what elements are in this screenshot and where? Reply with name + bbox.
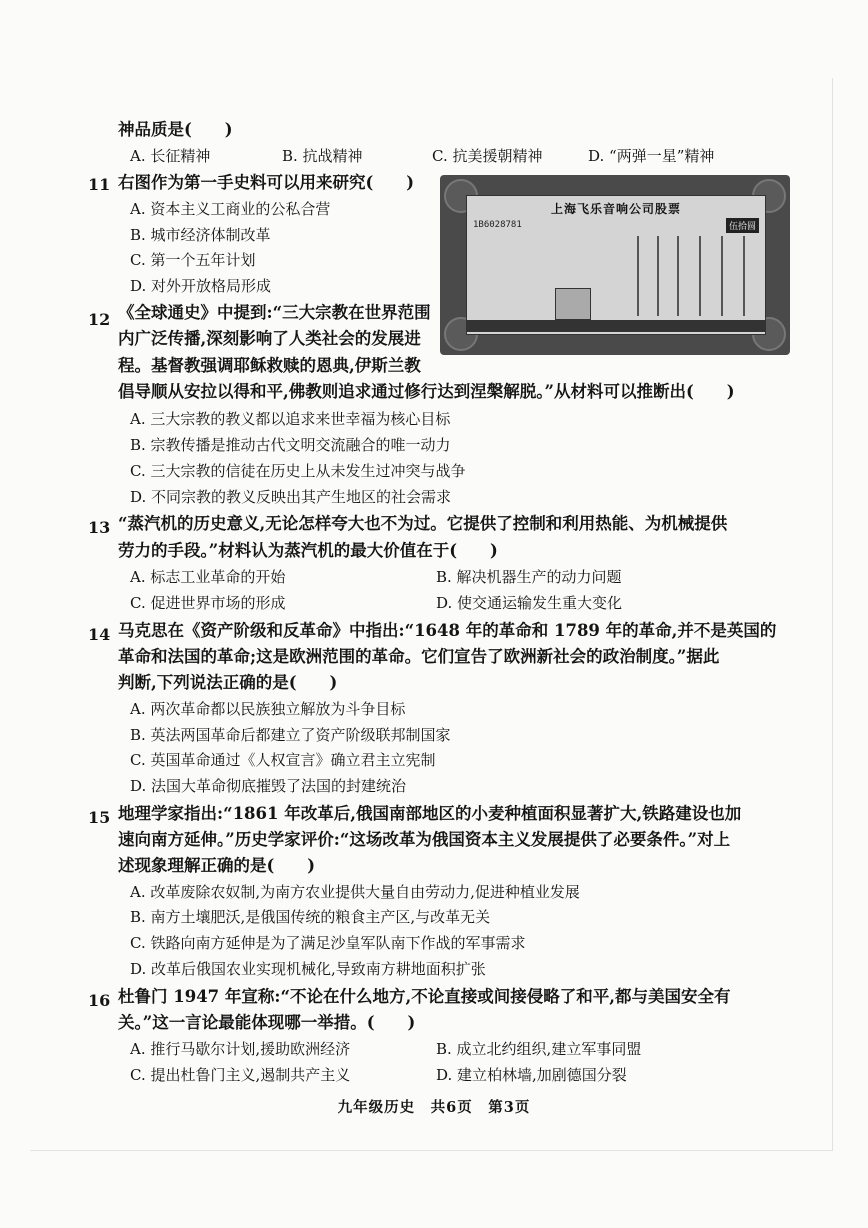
answer-option: A. 推行马歇尔计划,援助欧洲经济 [130, 1040, 351, 1058]
question-stem-line: 述现象理解正确的是( ) [118, 856, 316, 875]
answer-option: C. 促进世界市场的形成 [130, 594, 286, 612]
answer-option: B. 英法两国革命后都建立了资产阶级联邦制国家 [130, 726, 451, 744]
answer-option: C. 英国革命通过《人权宣言》确立君主立宪制 [130, 751, 436, 769]
certificate-text-column [657, 236, 659, 316]
answer-option: A. 标志工业革命的开始 [130, 568, 286, 586]
question-stem-line: 劳力的手段。”材料认为蒸汽机的最大价值在于( ) [118, 541, 498, 560]
certificate-body [466, 195, 766, 335]
question-stem-line: 神品质是( ) [118, 120, 233, 139]
certificate-serial: 1B6028781 [473, 220, 522, 230]
question-number: 12 [88, 310, 111, 329]
question-stem-line: 革命和法国的革命;这是欧洲范围的革命。它们宣告了欧洲新社会的政治制度。”据此 [118, 647, 720, 666]
answer-option: D. 对外开放格局形成 [130, 277, 272, 295]
question-stem-line: 程。基督教强调耶稣救赎的恩典,伊斯兰教 [118, 356, 421, 375]
answer-option: B. 解决机器生产的动力问题 [436, 568, 622, 586]
certificate-seal [555, 288, 591, 320]
question-stem-line: 关。”这一言论最能体现哪一举措。( ) [118, 1013, 416, 1032]
answer-option: D. 使交通运输发生重大变化 [436, 594, 623, 612]
certificate-title: 上海飞乐音响公司股票 [550, 202, 681, 216]
answer-option: C. 抗美援朝精神 [432, 147, 543, 165]
certificate-text-column [677, 236, 679, 316]
question-stem-line: 速向南方延伸。”历史学家评价:“这场改革为俄国资本主义发展提供了必要条件。”对上 [118, 830, 731, 849]
question-number: 16 [88, 991, 111, 1010]
answer-option: A. 改革废除农奴制,为南方农业提供大量自由劳动力,促进种植业发展 [130, 883, 580, 901]
question-stem-line: “蒸汽机的历史意义,无论怎样夸大也不为过。它提供了控制和利用热能、为机械提供 [118, 514, 728, 533]
answer-option: D. 法国大革命彻底摧毁了法国的封建统治 [130, 777, 407, 795]
answer-option: C. 第一个五年计划 [130, 251, 256, 269]
answer-option: A. 三大宗教的教义都以追求来世幸福为核心目标 [130, 410, 451, 428]
answer-option: C. 三大宗教的信徒在历史上从未发生过冲突与战争 [130, 462, 466, 480]
answer-option: D. “两弹一星”精神 [588, 147, 715, 165]
page-footer: 九年级历史 共6页 第3页 [337, 1099, 531, 1116]
question-number: 13 [88, 518, 111, 537]
answer-option: D. 不同宗教的教义反映出其产生地区的社会需求 [130, 488, 452, 506]
question-stem-line: 杜鲁门 1947 年宣称:“不论在什么地方,不论直接或间接侵略了和平,都与美国安全有 [118, 987, 731, 1006]
certificate-text-column [721, 236, 723, 316]
question-number: 15 [88, 808, 111, 827]
question-number: 14 [88, 625, 111, 644]
certificate-text-column [743, 236, 745, 316]
question-stem-line: 地理学家指出:“1861 年改革后,俄国南部地区的小麦种植面积显著扩大,铁路建设也加 [118, 804, 742, 823]
question-number: 11 [88, 175, 111, 194]
answer-option: B. 宗教传播是推动古代文明交流融合的唯一动力 [130, 436, 451, 454]
answer-option: B. 城市经济体制改革 [130, 226, 271, 244]
question-stem-line: 《全球通史》中提到:“三大宗教在世界范围 [118, 303, 431, 322]
question-stem-line: 右图作为第一手史料可以用来研究( ) [118, 173, 415, 192]
certificate-footer-band [467, 320, 765, 332]
certificate-value-stamp: 伍拾圆 [726, 218, 759, 233]
certificate-text-column [699, 236, 701, 316]
answer-option: B. 成立北约组织,建立军事同盟 [436, 1040, 642, 1058]
certificate-text-column [637, 236, 639, 316]
answer-option: A. 两次革命都以民族独立解放为斗争目标 [130, 700, 406, 718]
question-stem-line: 判断,下列说法正确的是( ) [118, 673, 338, 692]
answer-option: A. 长征精神 [130, 147, 211, 165]
question-stem-line: 内广泛传播,深刻影响了人类社会的发展进 [118, 329, 421, 348]
stock-certificate-image [440, 175, 790, 355]
answer-option: B. 抗战精神 [282, 147, 363, 165]
answer-option: B. 南方土壤肥沃,是俄国传统的粮食主产区,与改革无关 [130, 908, 491, 926]
answer-option: C. 铁路向南方延伸是为了满足沙皇军队南下作战的军事需求 [130, 934, 526, 952]
answer-option: D. 改革后俄国农业实现机械化,导致南方耕地面积扩张 [130, 960, 486, 978]
answer-option: A. 资本主义工商业的公私合营 [130, 200, 331, 218]
question-stem-line: 马克思在《资产阶级和反革命》中指出:“1648 年的革命和 1789 年的革命,并不是英国的 [118, 621, 777, 640]
question-stem-line: 倡导顺从安拉以得和平,佛教则追求通过修行达到涅槃解脱。”从材料可以推断出( ) [118, 382, 735, 401]
answer-option: C. 提出杜鲁门主义,遏制共产主义 [130, 1066, 351, 1084]
answer-option: D. 建立柏林墙,加剧德国分裂 [436, 1066, 627, 1084]
